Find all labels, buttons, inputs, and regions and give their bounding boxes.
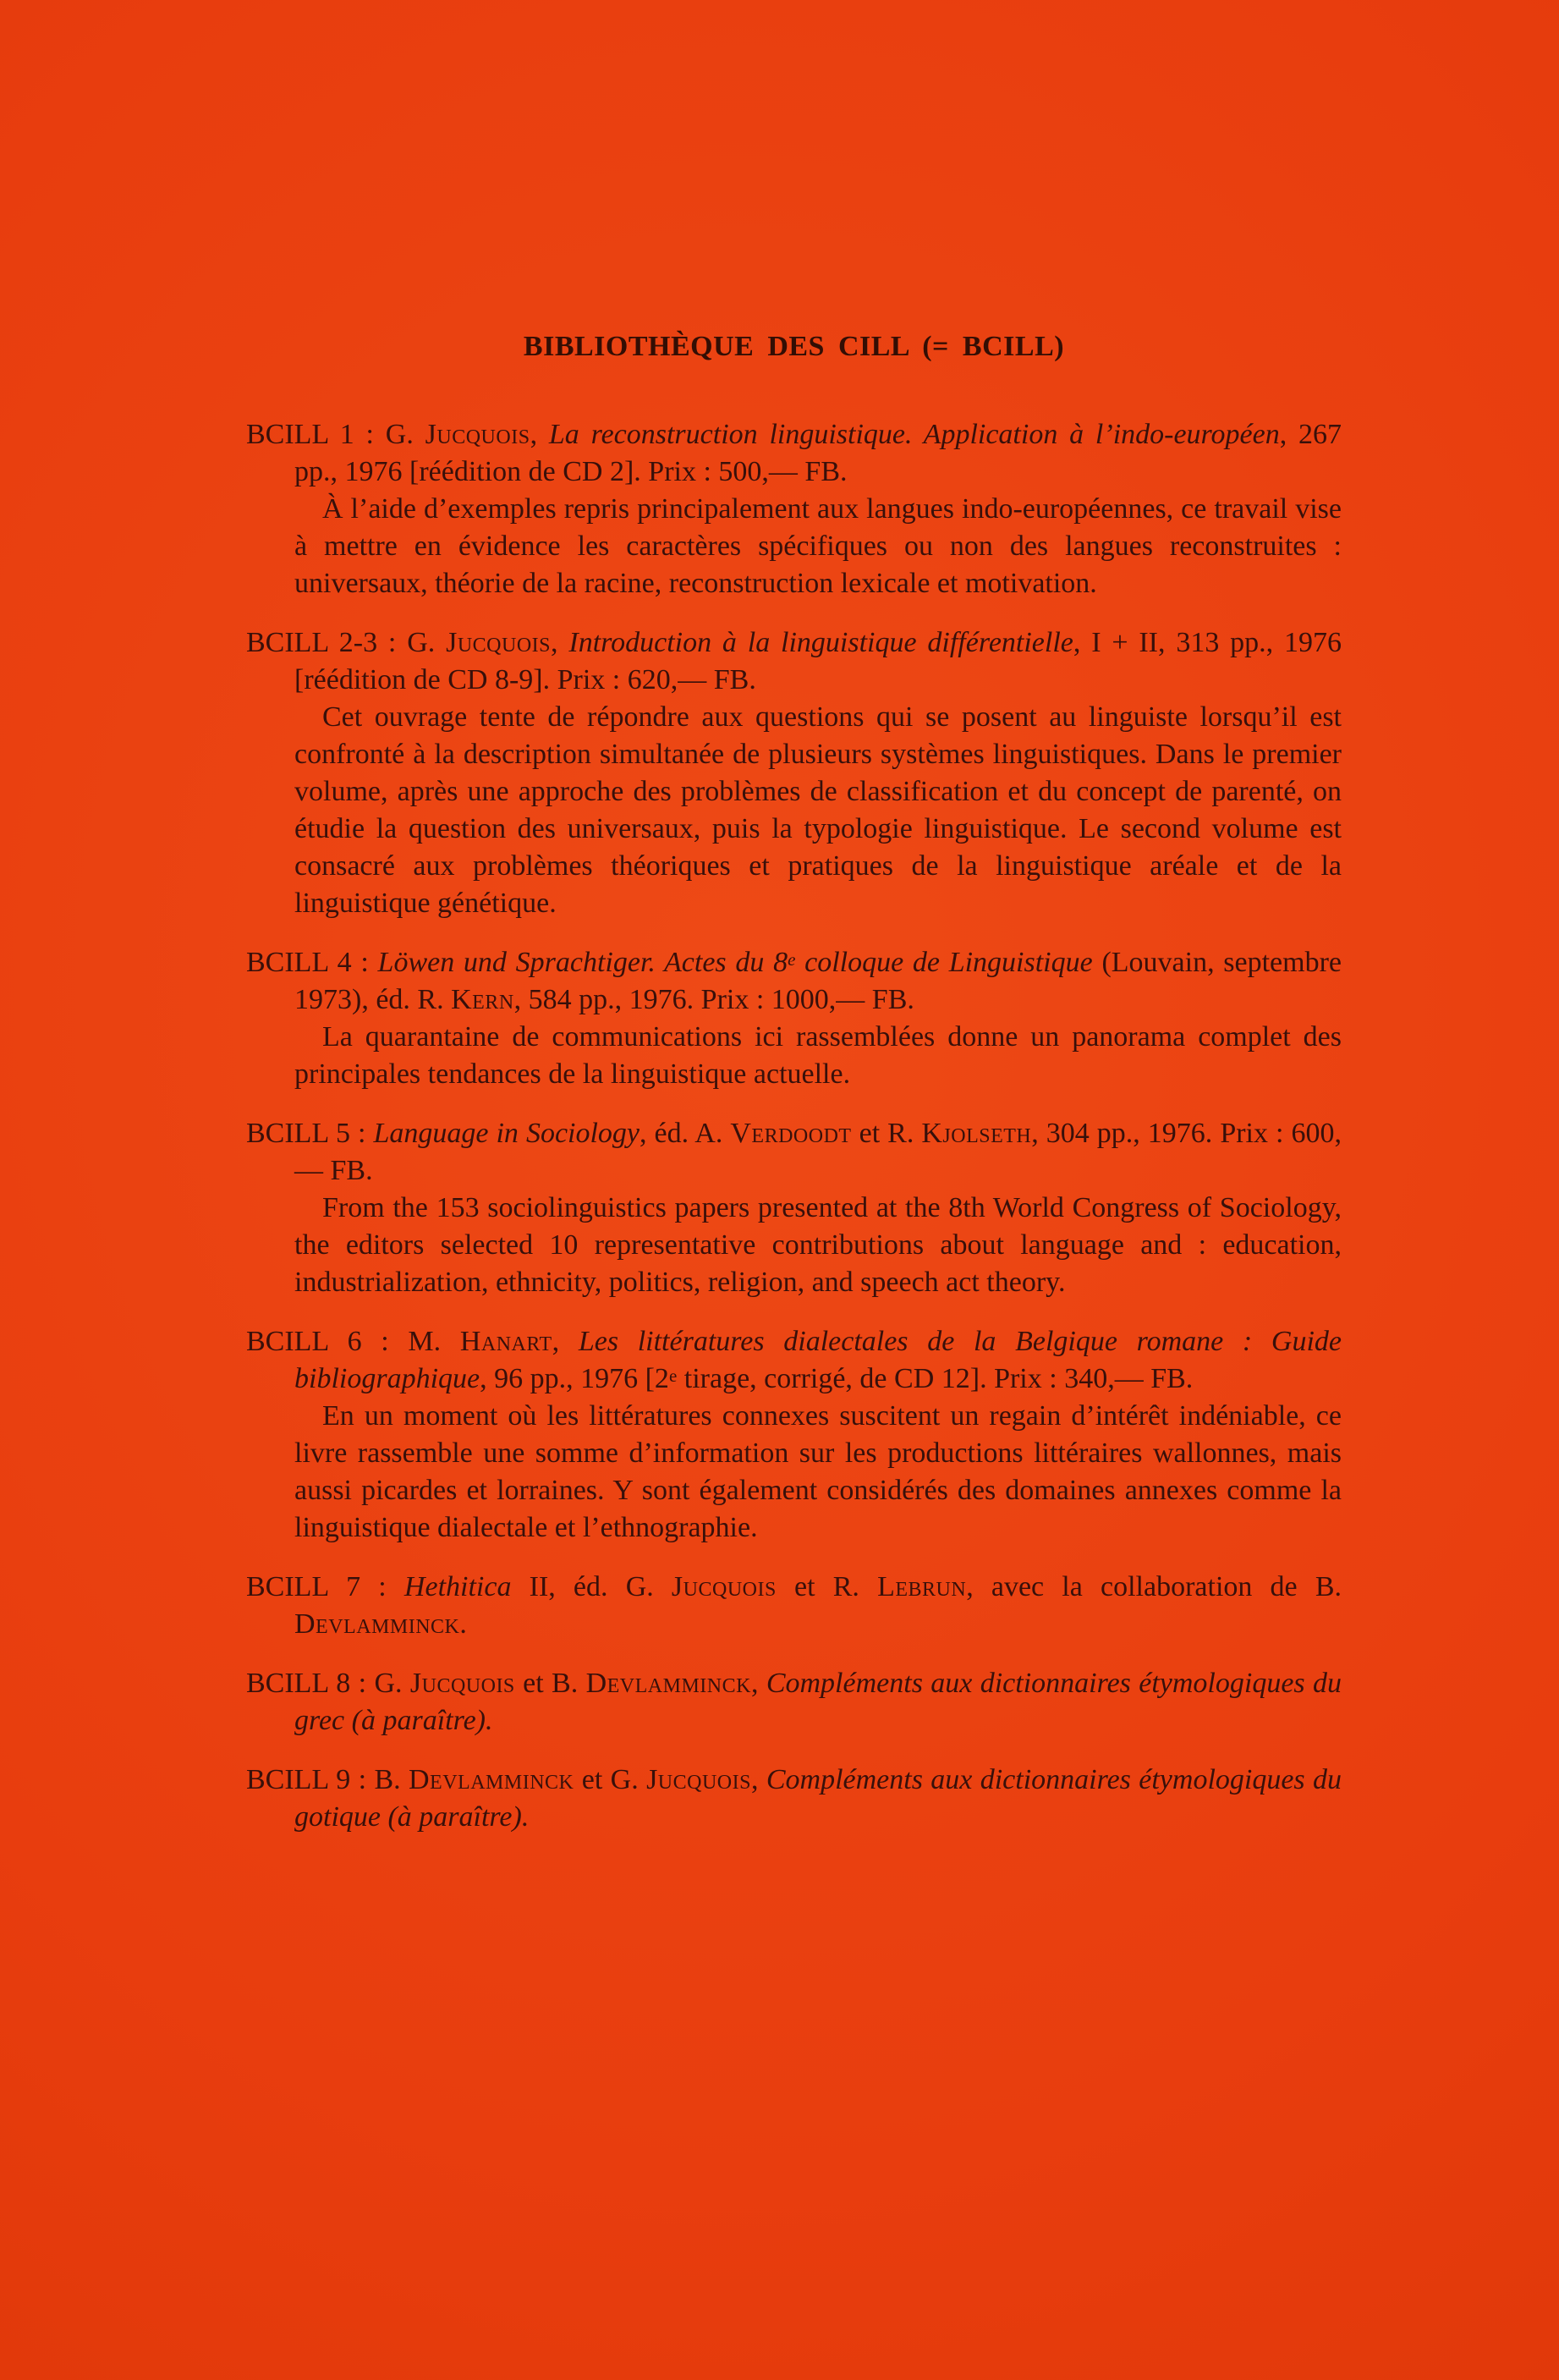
citation-segment-sc: Devlamminck — [294, 1608, 460, 1640]
bcill-entry — [246, 624, 1342, 922]
entry-description: La quarantaine de communications ici rassemblées donne un panorama complet des principales tendances de la linguistique actuelle. — [294, 1021, 1342, 1090]
citation-segment-i: Compléments aux dictionnaires étymologiques du gotique — [294, 1764, 1342, 1833]
citation-segment-sc: Hanart — [459, 1326, 552, 1357]
entry-citation: BCILL 9 : B. Devlamminck et G. Jucquois, Compléments aux dictionnaires étymologiques du gotique (à paraître). — [246, 1764, 1342, 1833]
citation-segment-i: Les littératures dialectales de la Belgique romane : Guide bibliographique — [294, 1326, 1342, 1394]
bcill-entry — [246, 1323, 1342, 1547]
citation-segment-sup: e — [668, 1366, 678, 1386]
citation-segment-sc: Lebrun — [877, 1571, 967, 1602]
citation-segment-sc: Kjolseth — [921, 1118, 1032, 1149]
entry-citation: BCILL 4 : Löwen und Sprachtiger. Actes du 8e colloque de Linguistique (Louvain, septembre 1973), éd. R. Kern, 584 pp., 1976. Prix : 1000,— FB. — [246, 947, 1342, 1015]
citation-segment-sc: Jucquois — [425, 419, 530, 450]
citation-segment-i: colloque de Linguistique — [795, 947, 1093, 978]
citation-segment-i: Introduction à la linguistique différentielle — [568, 627, 1073, 658]
citation-segment-i: Hethitica — [403, 1571, 512, 1602]
bcill-entry — [246, 1762, 1342, 1836]
citation-segment-i: La reconstruction linguistique. Application à l’indo-européen — [548, 419, 1280, 450]
entry-description: Cet ouvrage tente de répondre aux questions qui se posent au linguiste lorsqu’il est confronté à la description simultanée de plusieurs systèmes linguistiques. Dans le premier volume, après une approche des problèmes de classification et du concept de parenté, on étudie la question des universaux, puis la typologie linguistique. Le second volume est consacré aux problèmes théoriques et pratiques de la linguistique aréale et de la linguistique génétique. — [294, 701, 1342, 919]
citation-segment-sc: Jucquois — [409, 1668, 515, 1699]
entry-description: À l’aide d’exemples repris principalement aux langues indo-européennes, ce travail vise à mettre en évidence les caractères spécifiques ou non des langues reconstruites : universaux, théorie de la racine, reconstruction lexicale et motivation. — [294, 493, 1342, 599]
citation-segment-sc: Devlamminck — [585, 1668, 751, 1699]
entry-citation: BCILL 5 : Language in Sociology, éd. A. Verdoodt et R. Kjolseth, 304 pp., 1976. Prix : 600,— FB. — [246, 1118, 1342, 1186]
citation-segment-i: Löwen und Sprachtiger. Actes du 8 — [377, 947, 788, 978]
citation-segment-i: (à paraître). — [380, 1801, 530, 1833]
citation-segment-i: (à paraître). — [344, 1705, 493, 1736]
bcill-entry — [246, 944, 1342, 1093]
citation-segment-sc: Kern — [451, 984, 514, 1015]
citation-segment-i: Compléments aux dictionnaires étymologiques du grec — [294, 1668, 1342, 1736]
citation-segment-isup: e — [788, 949, 796, 970]
citation-segment-sc: Verdoodt — [730, 1118, 852, 1149]
bcill-entry — [246, 1115, 1342, 1301]
entry-citation: BCILL 8 : G. Jucquois et B. Devlamminck, Compléments aux dictionnaires étymologiques du grec (à paraître). — [246, 1668, 1342, 1736]
citation-segment-sc: Devlamminck — [409, 1764, 574, 1795]
entry-description: En un moment où les littératures connexes suscitent un regain d’intérêt indéniable, ce livre rassemble une somme d’information sur les productions littéraires wallonnes, mais aussi picardes et lorraines. Y sont également considérés des domaines annexes comme la linguistique dialectale et l’ethnographie. — [294, 1400, 1342, 1543]
citation-segment-sc: Jucquois — [646, 1764, 751, 1795]
citation-segment-sc: Jucquois — [671, 1571, 777, 1602]
entry-citation: BCILL 2-3 : G. Jucquois, Introduction à la linguistique différentielle, I + II, 313 pp., 1976 [réédition de CD 8-9]. Prix : 620,— FB. — [246, 627, 1342, 695]
bcill-entry — [246, 1569, 1342, 1643]
citation-segment-sc: Jucquois — [446, 627, 552, 658]
entry-citation: BCILL 1 : G. Jucquois, La reconstruction linguistique. Application à l’indo-européen, 267 pp., 1976 [réédition de CD 2]. Prix : 500,— FB. — [246, 419, 1342, 487]
citation-segment-i: Language in Sociology — [373, 1118, 640, 1149]
entry-citation: BCILL 6 : M. Hanart, Les littératures dialectales de la Belgique romane : Guide bibliographique, 96 pp., 1976 [2e tirage, corrigé, de CD 12]. Prix : 340,— FB. — [246, 1326, 1342, 1394]
entry-list — [246, 416, 1342, 1836]
page-content — [246, 0, 1342, 1836]
entry-citation: BCILL 7 : Hethitica II, éd. G. Jucquois et R. Lebrun, avec la collaboration de B. Devlamminck. — [246, 1571, 1342, 1640]
page-title: BIBLIOTHÈQUE DES CILL (= BCILL) — [523, 331, 1065, 362]
bcill-entry — [246, 1665, 1342, 1740]
entry-description: From the 153 sociolinguistics papers presented at the 8th World Congress of Sociology, the editors selected 10 representative contributions about language and : education, industrialization, ethnicity, politics, religion, and speech act theory. — [294, 1192, 1342, 1298]
bcill-entry — [246, 416, 1342, 602]
